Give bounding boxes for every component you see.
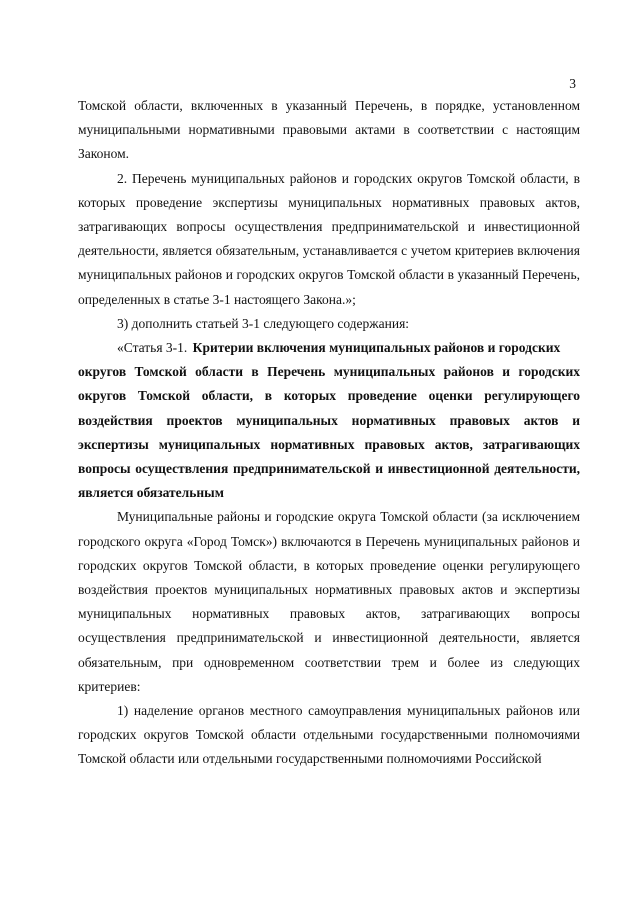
article-title-first-line: Критерии включения муниципальных районов и городских [192, 340, 561, 356]
article-title-continuation: округов Томской области в Перечень муниципальных районов и городских округов Томской области, в которых проведение оценки регулирующего воздействия проектов муниципальных нормативных правовых актов и экспертизы муниципальных нормативных правовых актов, затрагивающих вопросы осуществления предпринимательской и инвестиционной деятельности, является обязательным [78, 364, 580, 501]
page-number: 3 [569, 76, 576, 91]
paragraph-criteria-intro: Муниципальные районы и городские округа Томской области (за исключением городского округа «Город Томск») включаются в Перечень муниципальных районов и городских округов Томской области, в которых проведение оценки регулирующего воздействия проектов муниципальных нормативных правовых актов и экспертизы муниципальных нормативных правовых актов, затрагивающих вопросы осуществления предпринимательской и инвестиционной деятельности, является обязательным, при одновременном соответствии трем и более из следующих критериев: [78, 509, 580, 694]
paragraph-continuation: Томской области, включенных в указанный Перечень, в порядке, установленном муниципальными нормативными правовыми актами в соответствии с настоящим Законом. [78, 98, 580, 162]
article-label: «Статья 3-1. [117, 340, 191, 356]
article-heading [78, 336, 580, 360]
paragraph-criterion-1: 1) наделение органов местного самоуправления муниципальных районов или городских округов Томской области отдельными государственными полномочиями Томской области или отдельными государственными полномочиями Российской [78, 703, 580, 767]
document-body [78, 94, 580, 772]
paragraph-item-2: 2. Перечень муниципальных районов и городских округов Томской области, в которых проведение экспертизы муниципальных нормативных правовых актов, затрагивающих вопросы осуществления предпринимательской и инвестиционной деятельности, является обязательным, устанавливается с учетом критериев включения муниципальных районов и городских округов Томской области в указанный Перечень, определенных в статье 3-1 настоящего Закона.»; [78, 170, 580, 307]
paragraph-item-3: 3) дополнить статьей 3-1 следующего содержания: [117, 315, 410, 331]
